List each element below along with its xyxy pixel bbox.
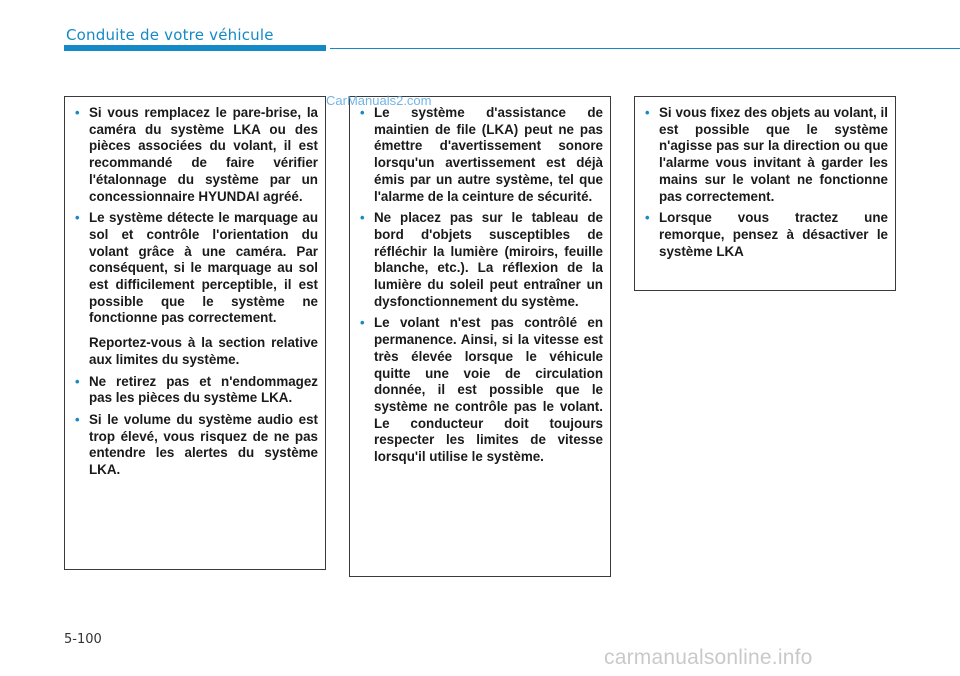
note-text: Ne placez pas sur le tableau de bord d'objets susceptibles de réfléchir la lumière (miroirs, feuille blanche, etc.). La réflexion de la lumière du soleil peut entraîner un dysfonctionnement du système. (374, 210, 603, 309)
page-number: 5-100 (64, 632, 102, 647)
notes-list-2 (358, 105, 603, 466)
header-accent-bar (64, 45, 326, 51)
notes-box-3 (634, 96, 896, 291)
note-item (73, 412, 318, 479)
note-text: Le volant n'est pas contrôlé en permanence. Ainsi, si la vitesse est très élevée lorsque le véhicule quitte une voie de circulation donnée, il est possible que le système ne contrôle pas le volant. Le conducteur doit toujours respecter les limites de vitesse lorsqu'il utilise le système. (374, 315, 603, 465)
note-text: Le système d'assistance de maintien de file (LKA) peut ne pas émettre d'avertissement sonore lorsqu'un avertissement est déjà émis par un autre système, tel que l'alarme de la ceinture de sécurité. (374, 105, 603, 204)
notes-box-2 (349, 96, 611, 577)
watermark-bottom: carmanualsonline.info (604, 646, 813, 669)
note-item (643, 210, 888, 260)
bullet-icon: • (360, 315, 365, 331)
bullet-icon: • (645, 105, 650, 120)
note-item (73, 210, 318, 368)
bullet-icon: • (75, 411, 80, 427)
notes-box-1 (64, 96, 326, 570)
note-text: Le système détecte le marquage au sol et contrôle l'orientation du volant grâce à une caméra. Par conséquent, si le marquage au sol est difficilement perceptible, il est possible que le système ne fonctionne pas correctement. (89, 210, 318, 326)
note-text: Ne retirez pas et n'endommagez pas les pièces du système LKA. (89, 373, 318, 406)
note-text: Si le volume du système audio est trop élevé, vous risquez de ne pas entendre les alertes du système LKA. (89, 411, 318, 478)
note-text: Si vous remplacez le pare-brise, la caméra du système LKA ou des pièces associées du volant, il est recommandé de faire vérifier l'étalonnage du système par un concessionnaire HYUNDAI agréé. (89, 105, 318, 204)
watermark-top: CarManuals2.com (326, 93, 432, 108)
note-text: Reportez-vous à la section relative aux limites du système. (89, 335, 318, 367)
header-rule (330, 48, 960, 49)
notes-list-1 (73, 105, 318, 479)
bullet-icon: • (75, 105, 80, 120)
note-text: Si vous fixez des objets au volant, il est possible que le système n'agisse pas sur la direction ou que l'alarme vous invitant à garder les mains sur le volant ne fonctionne pas correctement. (659, 105, 888, 204)
note-text: Lorsque vous tractez une remorque, pensez à désactiver le système LKA (659, 210, 888, 259)
note-item (358, 105, 603, 205)
notes-list-3 (643, 105, 888, 260)
note-item (358, 210, 603, 310)
bullet-icon: • (645, 210, 650, 226)
section-title: Conduite de votre véhicule (66, 26, 274, 44)
note-item (643, 105, 888, 205)
bullet-icon: • (75, 210, 80, 226)
bullet-icon: • (360, 105, 365, 120)
note-item (358, 315, 603, 465)
bullet-icon: • (360, 210, 365, 226)
note-item (73, 105, 318, 205)
bullet-icon: • (75, 373, 80, 389)
note-item (73, 374, 318, 407)
